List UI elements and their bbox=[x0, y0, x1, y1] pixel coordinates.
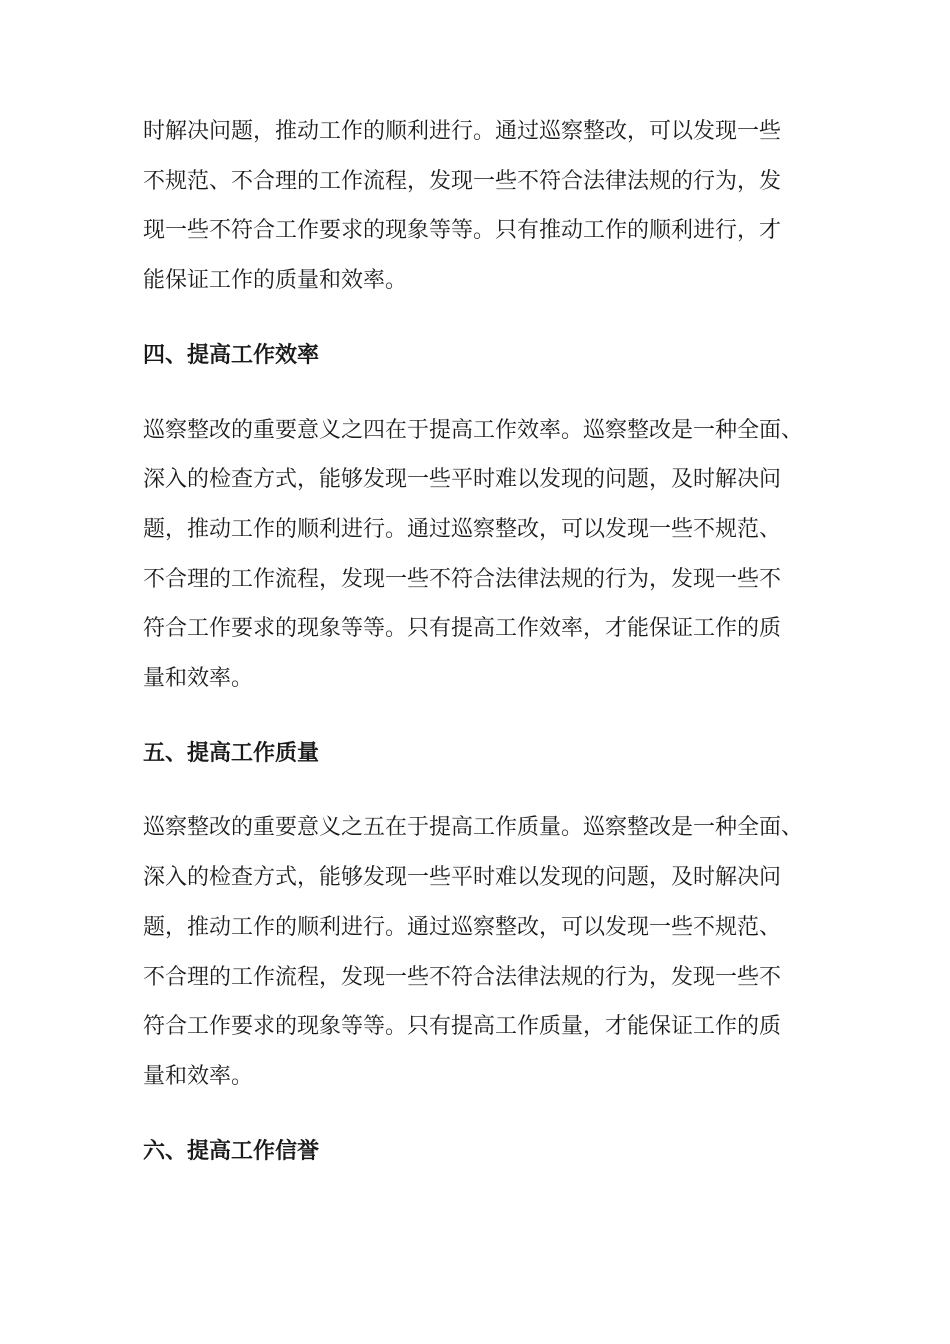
section-heading-6: 六、提高工作信誉 bbox=[143, 1138, 320, 1164]
paragraph-line: 深入的检查方式，能够发现一些平时难以发现的问题，及时解决问 bbox=[143, 865, 782, 891]
paragraph-gap bbox=[143, 306, 815, 331]
section-heading-5: 五、提高工作质量 bbox=[143, 740, 320, 766]
paragraph-quality bbox=[143, 803, 815, 1101]
paragraph-line: 深入的检查方式，能够发现一些平时难以发现的问题，及时解决问 bbox=[143, 467, 782, 493]
paragraph-gap bbox=[143, 381, 815, 406]
paragraph-continued bbox=[143, 107, 815, 306]
paragraph-line: 巡察整改的重要意义之四在于提高工作效率。巡察整改是一种全面、 bbox=[143, 417, 804, 443]
paragraph-line: 巡察整改的重要意义之五在于提高工作质量。巡察整改是一种全面、 bbox=[143, 815, 804, 841]
paragraph-line: 能保证工作的质量和效率。 bbox=[143, 268, 408, 294]
paragraph-line: 不合理的工作流程，发现一些不符合法律法规的行为，发现一些不 bbox=[143, 566, 782, 592]
paragraph-line: 现一些不符合工作要求的现象等等。只有推动工作的顺利进行，才 bbox=[143, 218, 782, 244]
paragraph-line: 不合理的工作流程，发现一些不符合法律法规的行为，发现一些不 bbox=[143, 964, 782, 990]
paragraph-line: 时解决问题，推动工作的顺利进行。通过巡察整改，可以发现一些 bbox=[143, 119, 782, 144]
section-heading-4: 四、提高工作效率 bbox=[143, 342, 320, 368]
paragraph-gap bbox=[143, 1102, 815, 1127]
paragraph-gap bbox=[143, 778, 815, 803]
paragraph-line: 题，推动工作的顺利进行。通过巡察整改，可以发现一些不规范、 bbox=[143, 516, 782, 542]
paragraph-line: 不规范、不合理的工作流程，发现一些不符合法律法规的行为，发 bbox=[143, 168, 782, 194]
paragraph-gap bbox=[143, 704, 815, 729]
paragraph-line: 量和效率。 bbox=[143, 666, 254, 692]
paragraph-line: 题，推动工作的顺利进行。通过巡察整改，可以发现一些不规范、 bbox=[143, 914, 782, 940]
paragraph-line: 量和效率。 bbox=[143, 1063, 254, 1089]
paragraph-line: 符合工作要求的现象等等。只有提高工作质量，才能保证工作的质 bbox=[143, 1014, 782, 1040]
paragraph-efficiency bbox=[143, 406, 815, 704]
paragraph-line: 符合工作要求的现象等等。只有提高工作效率，才能保证工作的质 bbox=[143, 616, 782, 642]
document-body bbox=[143, 107, 815, 1176]
